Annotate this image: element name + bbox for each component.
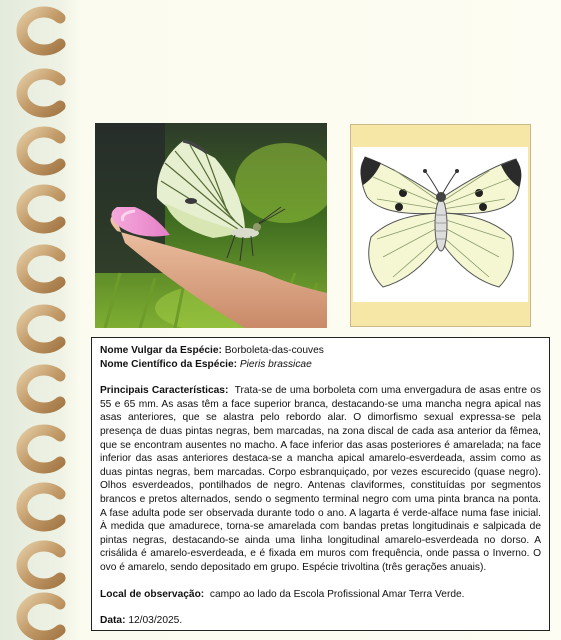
date-value: 12/03/2025. [128,615,183,627]
scientific-name-label: Nome Científico da Espécie: [100,358,237,370]
binding-ring [22,132,60,170]
butterfly-drawing [353,147,528,302]
date-line [100,614,541,628]
characteristics-text: Trata-se de uma borboleta com uma envergadura de asas entre os 55 e 65 mm. As asas têm a face superior branca, destacando-se uma mancha negra apical nas asas anteriores, que se alastra pelo rebordo alar. O dimorfismo sexual expressa-se pela presença de duas pintas negras, bem marcadas, na zona discal de cada asa anterior da fêmea, que se encontram ausentes no macho. A face inferior das asas posteriores é amarelada; na face inferior das asas anteriores destaca-se a mancha apical amarelo-esverdeada, assim como as duas pintas negras, bem marcadas. Corpo esbranquiçado, por vezes escurecido (quase negro). Olhos esverdeados, pontilhados de negro. Antenas claviformes, constituídas por segmentos brancos e pretos alternados, sendo o segmento terminal negro com uma pinta branca na ponta. A fase adulta pode ser observada durante todo o ano. A lagarta é verde-alface numa fase inicial. À medida que amadurece, torna-se amarelada com bandas pretas longitudinais e salpicada de pintas negras, destacando-se ainda uma linha longitudinal amarelo-esverdeada no dorso. A crisálida é amarelo-esverdeada, e é fixada em muros com frequência, onde passa o Inverno. O ovo é amarelo, sendo depositado em grupo. Espécie trivoltina (três gerações anuais). [100,385,541,573]
species-info-card [91,337,550,631]
butterfly-drawing-panel [350,124,531,327]
location-label: Local de observação: [100,588,205,600]
binding-ring [22,250,60,288]
date-label: Data: [100,615,126,627]
common-name-value: Borboleta-das-couves [224,345,324,356]
common-name-label: Nome Vulgar da Espécie: [100,345,222,356]
binding-ring [22,74,60,112]
characteristics-label: Principais Características: [100,385,229,397]
binding-ring [22,488,60,526]
location-value: campo ao lado da Escola Profissional Amar Terra Verde. [209,588,465,600]
binding-ring [22,546,60,584]
binding-ring [22,370,60,408]
characteristics-paragraph [100,384,541,574]
binding-ring [22,598,60,636]
location-line [100,588,541,602]
scientific-name-value: Pieris brassicae [239,358,312,370]
common-name-line [100,344,541,358]
binding-ring [22,310,60,348]
scientific-name-line [100,358,541,372]
binding-ring [22,430,60,468]
binding-ring [22,12,60,50]
butterfly-photo [95,123,327,328]
binding-ring [22,190,60,228]
spiral-binding [8,0,78,640]
